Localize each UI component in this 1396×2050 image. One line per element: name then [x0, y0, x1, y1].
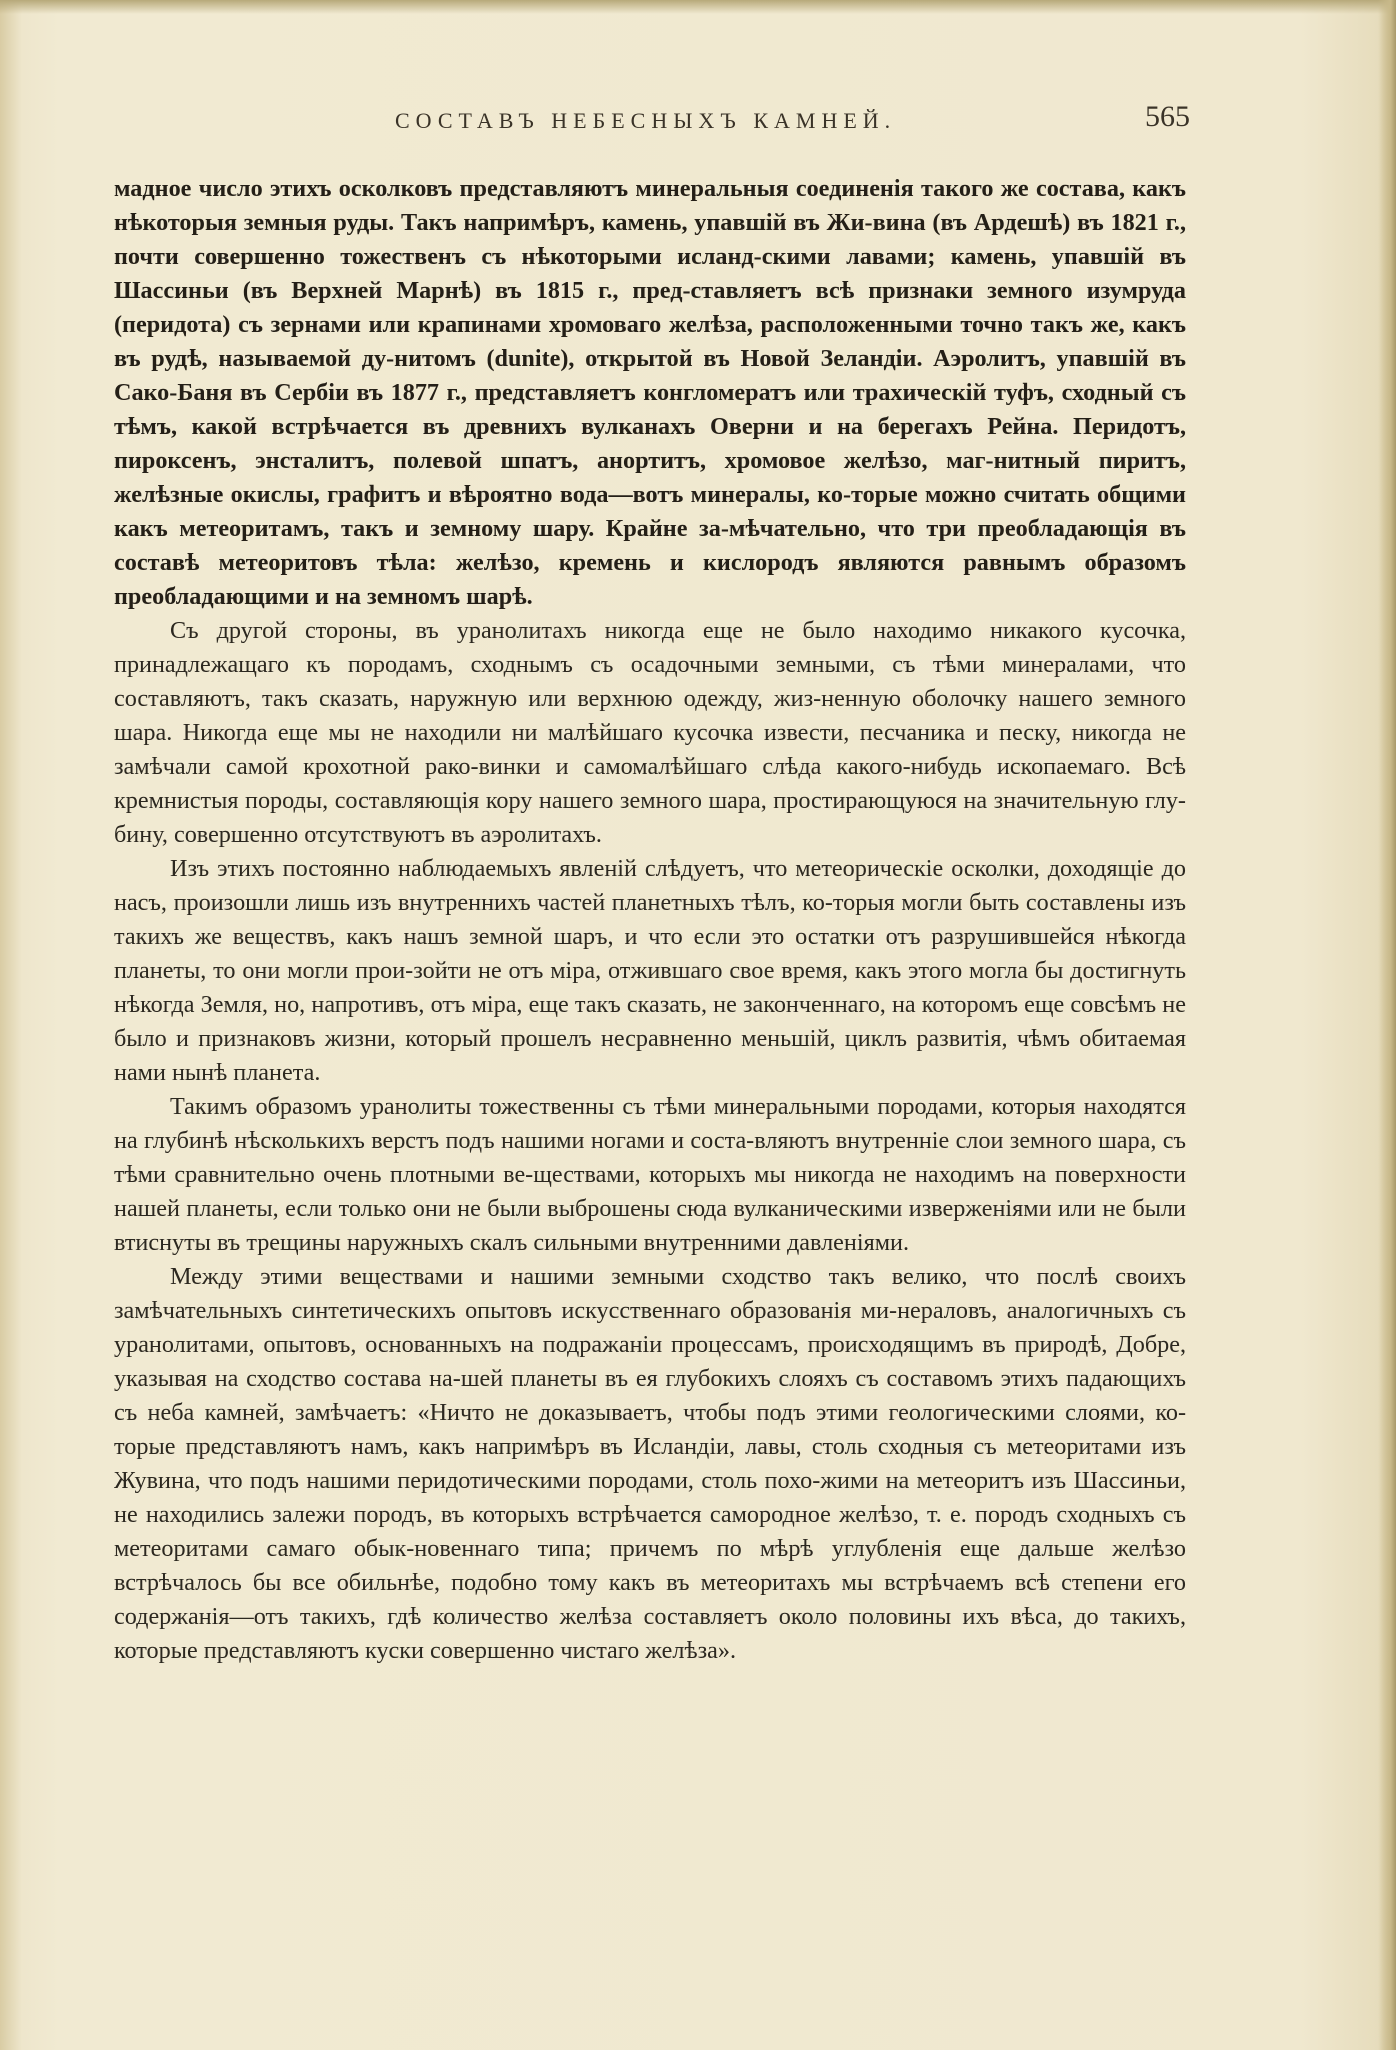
paragraph-5: Между этими веществами и нашими земными сходство такъ велико, что послѣ своихъ замѣчательныхъ синтетическихъ опытовъ искусственнаго образованія ми-нераловъ, аналогичныхъ съ уранолитами, опытовъ, основанныхъ на подражаніи процессамъ, происходящимъ въ природѣ, Добре, указывая на сходство состава на-шей планеты въ ея глубокихъ слояхъ съ составомъ этихъ падающихъ съ неба камней, замѣчаетъ: «Ничто не доказываетъ, чтобы подъ этими геологическими слоями, ко-торые представляютъ намъ, какъ напримѣръ въ Исландіи, лавы, столь сходныя съ метеоритами изъ Жувина, что подъ нашими перидотическими породами, столь похо-жими на метеоритъ изъ Шассиньи, не находились залежи породъ, въ которыхъ встрѣчается самородное желѣзо, т. е. породъ сходныхъ съ метеоритами самаго обык-новеннаго типа; причемъ по мѣрѣ углубленія еще дальше желѣзо встрѣчалось бы все обильнѣе, подобно тому какъ въ метеоритахъ мы встрѣчаемъ всѣ степени его содержанія—отъ такихъ, гдѣ количество желѣза составляетъ около половины ихъ вѣса, до такихъ, которые представляютъ куски совершенно чистаго желѣза».: [114, 1263, 1186, 1664]
page-right-edge: [1378, 0, 1396, 2050]
paragraph-1: мадное число этихъ осколковъ представляютъ минеральныя соединенія такого же состава, какъ нѣкоторыя земныя руды. Такъ напримѣръ, камень, упавшій въ Жи-вина (въ Ардешѣ) въ 1821 г., почти совершенно тожественъ съ нѣкоторыми исланд-скими лавами; камень, упавшій въ Шассиньи (въ Верхней Марнѣ) въ 1815 г., пред-ставляетъ всѣ признаки земного изумруда (перидота) съ зернами или крапинами хромоваго желѣза, расположенными точно такъ же, какъ въ рудѣ, называемой ду-нитомъ (dunite), открытой въ Новой Зеландіи. Аэролитъ, упавшій въ Сако-Баня въ Сербіи въ 1877 г., представляетъ конгломератъ или трахическій туфъ, сходный съ тѣмъ, какой встрѣчается въ древнихъ вулканахъ Оверни и на берегахъ Рейна. Перидотъ, пироксенъ, энсталитъ, полевой шпатъ, анортитъ, хромовое желѣзо, маг-нитный пиритъ, желѣзные окислы, графитъ и вѣроятно вода—вотъ минералы, ко-торые можно считать общими какъ метеоритамъ, такъ и земному шару. Крайне за-мѣчательно, что три преобладающія въ составѣ метеоритовъ тѣла: желѣзо, кремень и кислородъ являются равнымъ образомъ преобладающими и на земномъ шарѣ.: [114, 175, 1186, 610]
paragraph-3: Изъ этихъ постоянно наблюдаемыхъ явленій слѣдуетъ, что метеорическіе осколки, доходящіе до насъ, произошли лишь изъ внутреннихъ частей планетныхъ тѣлъ, ко-торыя могли быть составлены изъ такихъ же веществъ, какъ нашъ земной шаръ, и что если это остатки отъ разрушившейся нѣкогда планеты, то они могли прои-зойти не отъ міра, отжившаго свое время, какъ этого могла бы достигнуть нѣкогда Земля, но, напротивъ, отъ міра, еще такъ сказать, не законченнаго, на которомъ еще совсѣмъ не было и признаковъ жизни, который прошелъ несравненно меньшій, циклъ развитія, чѣмъ обитаемая нами нынѣ планета.: [114, 855, 1186, 1086]
page-number: 565: [1145, 100, 1190, 133]
paragraph-4: Такимъ образомъ уранолиты тожественны съ тѣми минеральными породами, которыя находятся на глубинѣ нѣсколькихъ верстъ подъ нашими ногами и соста-вляютъ внутренніе слои земного шара, съ тѣми сравнительно очень плотными ве-ществами, которыхъ мы никогда не находимъ на поверхности нашей планеты, если только они не были выброшены сюда вулканическими изверженіями или не были втиснуты въ трещины наружныхъ скалъ сильными внутренними давленіями.: [114, 1093, 1186, 1256]
page-top-shadow: [0, 0, 1396, 14]
paragraph-2: Съ другой стороны, въ уранолитахъ никогда еще не было находимо никакого кусочка, принадлежащаго къ породамъ, сходнымъ съ осадочными земными, съ тѣми минералами, что составляютъ, такъ сказать, наружную или верхнюю одежду, жиз-ненную оболочку нашего земного шара. Никогда еще мы не находили ни малѣйшаго кусочка извести, песчаника и песку, никогда не замѣчали самой крохотной рако-винки и самомалѣйшаго слѣда какого-нибудь ископаемаго. Всѣ кремнистыя породы, составляющія кору нашего земного шара, простирающуюся на значительную глу-бину, совершенно отсутствуютъ въ аэролитахъ.: [114, 617, 1186, 848]
page-header: [150, 100, 1190, 146]
running-title: СОСТАВЪ НЕБЕСНЫХЪ КАМНЕЙ.: [395, 108, 897, 133]
body-text: [114, 172, 1186, 1668]
